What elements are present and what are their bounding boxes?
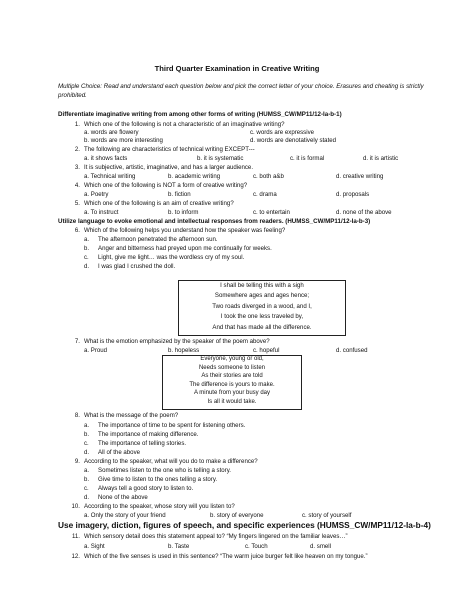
option-d[interactable]: d. proposals (336, 191, 370, 198)
option-b[interactable]: b. hopeless (168, 347, 200, 354)
question-text: According to the speaker, what will you do to make a difference? (84, 458, 258, 465)
poem-line: And that has made all the difference. (212, 323, 312, 331)
option-text: Give time to listen to the ones telling a story. (98, 476, 218, 483)
option-a[interactable]: a. Only the story of your friend (84, 512, 166, 519)
exam-title: Third Quarter Examination in Creative Writing (154, 64, 320, 73)
poem-line: Needs someone to listen (198, 364, 266, 371)
question-number: 8. (74, 412, 80, 419)
question-number: 4. (74, 182, 80, 189)
option-d[interactable]: d. words are denotatively stated (250, 137, 337, 144)
section-heading-3: Use imagery, diction, figures of speech, and specific experiences (HUMSS_CW/MP11/12-Ia-b-4) (58, 520, 431, 530)
option-c[interactable]: c. to entertain (253, 209, 290, 216)
section-heading-2: Utilize language to evoke emotional and intellectual responses from readers. (HUMSS_CW/MP11/12-Ia-b-3) (58, 218, 371, 225)
option-text: The importance of making difference. (98, 431, 199, 438)
option-text: None of the above (98, 494, 148, 501)
poem-box-2 (162, 355, 302, 409)
question-number: 10. (71, 503, 80, 510)
poem-lines (162, 355, 302, 406)
option-b[interactable]: b. it is systematic (197, 155, 244, 162)
question-number: 6. (74, 227, 80, 234)
option-b[interactable]: b. academic writing (168, 173, 221, 180)
option-c[interactable]: c. Touch (245, 543, 268, 550)
option-text: All of the above (98, 449, 141, 456)
option-a[interactable]: a. Poetry (84, 191, 109, 198)
question-number: 3. (74, 164, 80, 171)
question-text: What is the emotion emphasized by the speaker of the poem above? (84, 338, 270, 345)
option-text: The importance of time to be spent for listening others. (98, 422, 246, 429)
question-number: 5. (74, 200, 80, 207)
option-letter: c. (84, 486, 89, 492)
option-a[interactable]: a. words are flowery (84, 129, 139, 136)
poem-line: The difference is yours to make. (189, 381, 275, 388)
question-text: What is the message of the poem? (84, 412, 179, 419)
question-text: According to the speaker, whose story will you listen to? (84, 503, 235, 510)
poem-line: A minute from your busy day (193, 390, 271, 396)
option-c[interactable]: c. drama (253, 191, 277, 198)
option-d[interactable]: d. none of the above (336, 209, 392, 216)
option-d[interactable]: d. creative writing (336, 173, 384, 180)
question-text: Which one of the following is NOT a form of creative writing? (84, 182, 248, 189)
option-d[interactable]: d. confused (336, 347, 368, 354)
poem-line: I took the one less traveled by, (220, 313, 304, 321)
option-c[interactable]: c. both a&b (253, 173, 284, 180)
question-number: 7. (74, 338, 80, 345)
poem-line: I shall be telling this with a sigh (220, 282, 304, 289)
question-number: 11. (71, 533, 80, 540)
option-c[interactable]: c. story of yourself (302, 512, 352, 519)
question-text: Which sensory detail does this statement appeal to? “My fingers lingered on the familiar leaves…” (84, 533, 348, 540)
poem-line: Is all it would take. (207, 398, 257, 405)
question-text: Which one of the following is not a characteristic of an imaginative writing? (84, 121, 285, 128)
poem-line: Two roads diverged in a wood, and I, (212, 302, 312, 310)
option-text: Anger and bitterness had preyed upon me continually for weeks. (98, 245, 272, 252)
poem-line: As their stories are told (201, 373, 263, 379)
question-number: 9. (74, 458, 80, 465)
question-text: It is subjective, artistic, imaginative, and has a larger audience. (84, 164, 254, 171)
option-d[interactable]: d. smell (310, 543, 331, 550)
option-b[interactable]: b. fiction (168, 191, 191, 198)
option-text: Light, give me light… was the wordless cry of my soul. (98, 254, 245, 261)
question-text: The following are characteristics of technical writing EXCEPT--- (84, 146, 255, 153)
poem-line: Somewhere ages and ages hence; (214, 292, 310, 300)
option-letter: c. (84, 441, 89, 447)
option-letter: a. (84, 237, 90, 243)
option-letter: d. (84, 495, 90, 501)
option-text: Always tell a good story to listen to. (98, 485, 194, 492)
question-text: Which one of the following is an aim of creative writing? (84, 200, 234, 207)
option-letter: b. (84, 246, 90, 252)
option-text: The afternoon penetrated the afternoon sun. (98, 236, 218, 243)
option-a[interactable]: a. it shows facts (84, 155, 128, 162)
question-number: 1. (74, 121, 80, 128)
option-text: The importance of telling stories. (98, 440, 187, 447)
question-text: Which of the five senses is used in this sentence? “The warm juice burger felt like heaven on my tongue.” (84, 553, 368, 560)
option-a[interactable]: a. Proud (84, 347, 108, 354)
question-number: 2. (74, 146, 80, 153)
option-c[interactable]: c. words are expressive (250, 129, 315, 136)
option-a[interactable]: a. To instruct (84, 209, 119, 216)
option-d[interactable]: d. it is artistic (363, 155, 399, 162)
option-letter: a. (84, 423, 90, 429)
question-number: 12. (71, 553, 80, 560)
option-c[interactable]: c. it is formal (290, 155, 325, 162)
option-letter: b. (84, 477, 90, 483)
option-letter: b. (84, 432, 90, 438)
option-letter: c. (84, 255, 89, 261)
option-b[interactable]: b. Taste (168, 543, 190, 550)
option-b[interactable]: b. words are more interesting (84, 137, 163, 144)
option-letter: a. (84, 468, 90, 474)
section-heading-1: Differentiate imaginative writing from among other forms of writing (HUMSS_CW/MP11/12-Ia-b-1) (58, 111, 342, 118)
option-b[interactable]: b. story of everyone (210, 512, 264, 519)
instructions: Multiple Choice: Read and understand each question below and pick the correct letter of your choice. Erasures and cheating is strictly prohibited. (58, 83, 424, 99)
option-b[interactable]: b. to inform (168, 209, 199, 216)
option-text: Sometimes listen to the one who is telling a story. (98, 467, 231, 474)
question-text: Which of the following helps you understand how the speaker was feeling? (84, 227, 286, 234)
poem-line: Everyone, young or old, (200, 356, 264, 362)
option-c[interactable]: c. hopeful (253, 347, 280, 354)
option-letter: d. (84, 450, 90, 456)
option-letter: d. (84, 264, 90, 270)
poem-box-1 (178, 280, 346, 336)
option-a[interactable]: a. Technical writing (84, 173, 136, 180)
option-a[interactable]: a. Sight (84, 543, 105, 550)
option-text: I was glad I crushed the doll. (98, 263, 176, 270)
